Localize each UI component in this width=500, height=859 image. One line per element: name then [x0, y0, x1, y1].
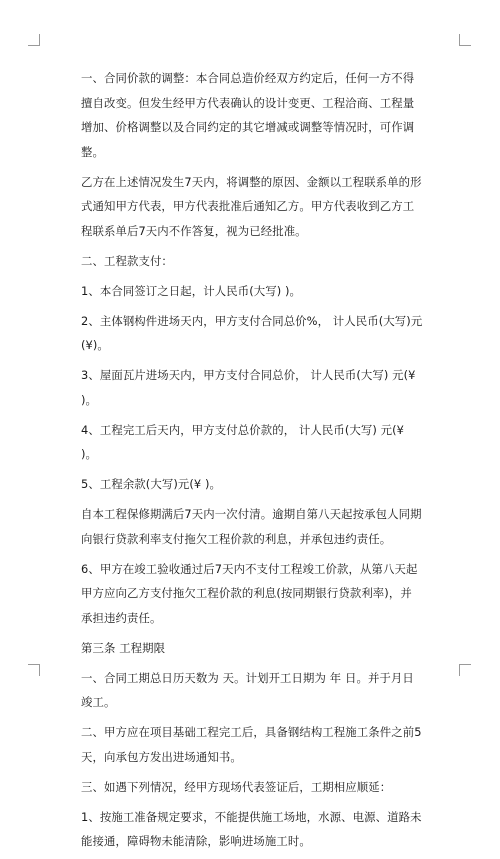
payment-item-2: 2、主体钢构件进场天内，甲方支付合同总价%， 计人民币(大写)元(¥)。: [81, 313, 423, 352]
schedule-item-3: 三、如遇下列情况，经甲方现场代表签证后，工期相应顺延：: [81, 779, 392, 794]
payment-item-1: 1、本合同签订之日起，计人民币(大写) )。: [81, 283, 302, 298]
paragraph-warranty-payment: 自本工程保修期满后7天内一次付清。逾期自第八天起按承包人同期向银行贷款利率支付拖欠工程价款的利息，并承包违约责任。: [81, 507, 422, 546]
crop-mark-top-right: [459, 34, 471, 46]
heading-payment: 二、工程款支付：: [81, 253, 173, 268]
paragraph-adjustment-notice: 乙方在上述情况发生7天内，将调整的原因、金额以工程联系单的形式通知甲方代表，甲方代表批准后通知乙方。甲方代表收到乙方工程联系单后7天内不作答复，视为已经批准。: [81, 174, 422, 238]
schedule-item-2: 二、甲方应在项目基础工程完工后，具备钢结构工程施工条件之前5天，向承包方发出进场通知书。: [81, 725, 422, 764]
crop-mark-bottom-right: [459, 664, 471, 676]
payment-item-5: 5、工程余款(大写)元(¥ )。: [81, 477, 222, 491]
schedule-item-1: 一、合同工期总日历天数为 天。计划开工日期为 年 日。并于月日竣工。: [81, 670, 414, 709]
heading-article-3: 第三条 工程期限: [81, 640, 166, 655]
payment-item-4: 4、工程完工后天内，甲方支付总价款的， 计人民币(大写) 元(¥ )。: [81, 422, 405, 461]
schedule-subitem-1: 1、按施工准备规定要求，不能提供施工场地，水源、电源、道路未能接通，障碍物未能清除，影响进场施工时。: [81, 809, 422, 848]
crop-mark-bottom-left: [28, 664, 40, 676]
paragraph-price-adjustment: 一、合同价款的调整：本合同总造价经双方约定后，任何一方不得擅自改变。但发生经甲方代表确认的设计变更、工程洽商、工程量增加、价格调整以及合同约定的其它增减或调整等情况时，可作调整。: [81, 71, 415, 159]
payment-item-6: 6、甲方在竣工验收通过后7天内不支付工程竣工价款，从第八天起甲方应向乙方支付拖欠工程价款的利息(按同期银行贷款利率)，并承担违约责任。: [81, 561, 418, 625]
document-body: [81, 66, 423, 859]
payment-item-3: 3、屋面瓦片进场天内，甲方支付合同总价， 计人民币(大写) 元(¥ )。: [81, 368, 416, 407]
crop-mark-top-left: [28, 34, 40, 46]
